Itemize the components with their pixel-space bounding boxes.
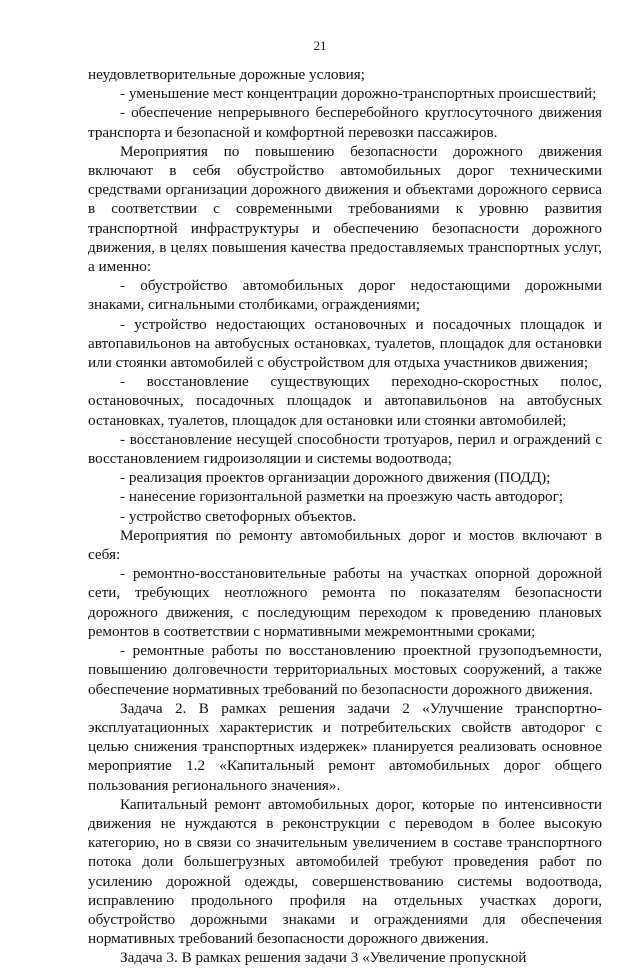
page-number: 21 <box>313 38 327 53</box>
list-item: - уменьшение мест концентрации дорожно-транспортных происшествий; <box>120 85 597 103</box>
list-item: - реализация проектов организации дорожного движения (ПОДД); <box>120 469 551 487</box>
list-item: - устройство недостающих остановочных и посадочных площадок и автопавильонов на автобусных остановках, туалетов, площадок для остановки или стоянки автомобилей с обустройством для отдыха участников движения; <box>88 315 602 372</box>
list-item: - восстановление существующих переходно-скоростных полос, остановочных, посадочных площадок и автопавильонов на автобусных остановках, туалетов, площадок для остановки или стоянки автомобилей; <box>88 373 602 429</box>
paragraph: Задача 2. В рамках решения задачи 2 «Улучшение транспортно-эксплуатационных характеристик и потребительских свойств автодорог с целью снижения транспортных издержек» планируется реализовать основное мероприятие 1.2 «Капитальный ремонт автомобильных дорог общего пользования регионального значения». <box>88 699 602 794</box>
paragraph: Мероприятия по ремонту автомобильных дорог и мостов включают в себя: <box>88 526 602 564</box>
paragraph: Мероприятия по повышению безопасности дорожного движения включают в себя обустройство автомобильных дорог техническими средствами организации дорожного движения и объектами дорожного сервиса в соответствии с современными требованиями к уровню развития транспортной инфраструктуры и обеспечению безопасности дорожного движения, в целях повышения качества предоставляемых транспортных услуг, а именно: <box>88 142 602 276</box>
paragraph: Капитальный ремонт автомобильных дорог, которые по интенсивности движения не нуждаются в реконструкции с переводом в более высокую категорию, но в связи со значительным увеличением в составе транспортного потока доли большегрузных автомобилей требуют проведения работ по усилению дорожной одежды, совершенствованию системы водоотвода, исправлению продольного профиля на отдельных участках дороги, обустройство дорожными знаками и ограждениями для обеспечения нормативных требований безопасности дорожного движения. <box>88 795 602 948</box>
list-item: - устройство светофорных объектов. <box>120 507 357 525</box>
list-item: - обустройство автомобильных дорог недостающими дорожными знаками, сигнальными столбиками, ограждениями; <box>88 277 602 314</box>
list-item: - ремонтно-восстановительные работы на участках опорной дорожной сети, требующих неотложного ремонта по показателям безопасности дорожного движения, с последующим переходом к проведению плановых ремонтов в соответствии с нормативными межремонтными сроками; <box>88 565 602 640</box>
list-item: - восстановление несущей способности тротуаров, перил и ограждений с восстановлением гидроизоляции и системы водоотвода; <box>88 430 602 468</box>
list-item: - обеспечение непрерывного бесперебойного круглосуточного движения транспорта и безопасной и комфортной перевозки пассажиров. <box>88 104 602 141</box>
paragraph: Задача 3. В рамках решения задачи 3 «Увеличение пропускной <box>120 949 527 967</box>
list-item: - ремонтные работы по восстановлению проектной грузоподъемности, повышению долговечности территориальных мостовых сооружений, а также обеспечение нормативных требований по безопасности дорожного движения. <box>88 642 602 698</box>
list-item: - нанесение горизонтальной разметки на проезжую часть автодорог; <box>120 488 564 506</box>
document-body <box>88 65 602 968</box>
paragraph: неудовлетворительные дорожные условия; <box>88 66 366 83</box>
